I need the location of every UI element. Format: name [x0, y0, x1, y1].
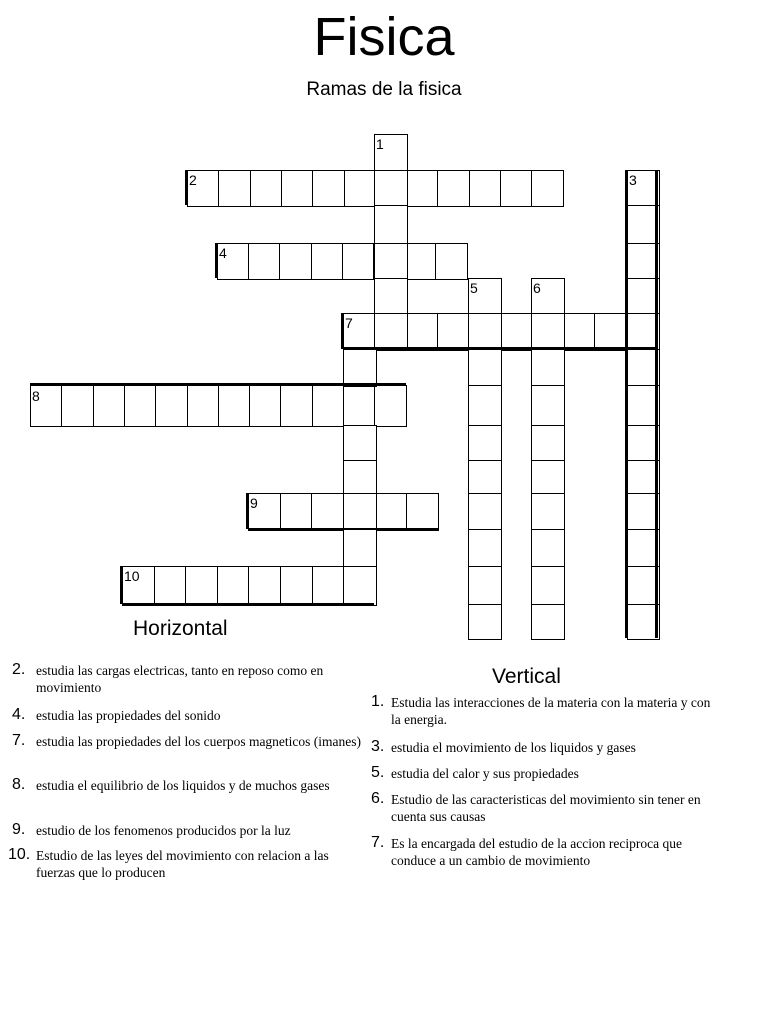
crossword-cell[interactable]	[594, 313, 627, 351]
grid-divider	[185, 170, 188, 205]
crossword-cell[interactable]	[312, 385, 345, 427]
crossword-cell[interactable]	[250, 170, 283, 207]
clue-text: estudia el equilibrio de los liquidos y de muchos gases	[36, 778, 330, 793]
horizontal-clue	[12, 733, 364, 750]
crossword-cell[interactable]	[124, 385, 157, 427]
grid-number: 10	[124, 568, 140, 584]
crossword-cell[interactable]	[531, 170, 564, 207]
crossword-cell[interactable]	[469, 170, 502, 207]
grid-divider	[246, 493, 249, 529]
grid-number: 2	[189, 172, 197, 188]
crossword-cell[interactable]	[468, 425, 502, 462]
crossword-cell[interactable]	[468, 566, 502, 606]
grid-number: 9	[250, 495, 258, 511]
crossword-cell[interactable]	[468, 604, 502, 640]
crossword-cell[interactable]	[155, 385, 188, 427]
crossword-cell[interactable]	[187, 385, 220, 427]
clue-number: 10.	[8, 846, 31, 863]
clue-number: 8.	[12, 776, 26, 793]
crossword-cell[interactable]	[404, 243, 437, 280]
crossword-cell[interactable]	[406, 313, 439, 351]
clue-number: 4.	[12, 706, 26, 723]
crossword-cell[interactable]	[343, 425, 377, 462]
crossword-cell[interactable]	[374, 493, 407, 531]
crossword-cell[interactable]	[343, 385, 376, 427]
crossword-cell[interactable]	[280, 385, 313, 427]
clue-text: estudia el movimiento de los liquidos y gases	[391, 740, 636, 755]
crossword-cell[interactable]	[218, 170, 251, 207]
clue-number: 7.	[371, 834, 385, 851]
grid-divider	[655, 170, 658, 638]
crossword-cell[interactable]	[280, 566, 313, 606]
crossword-cell[interactable]	[342, 243, 375, 280]
crossword-cell[interactable]	[374, 385, 407, 427]
crossword-cell[interactable]	[344, 170, 377, 207]
crossword-cell[interactable]	[468, 349, 502, 387]
grid-divider	[215, 243, 218, 278]
grid-number: 4	[219, 245, 227, 261]
clue-text: Es la encargada del estudio de la accion reciproca que conduce a un cambio de movimiento	[391, 836, 682, 868]
crossword-cell[interactable]	[531, 493, 565, 531]
crossword-cell[interactable]	[531, 566, 565, 606]
crossword-cell[interactable]	[531, 385, 565, 427]
page-title: Fisica	[313, 7, 455, 67]
crossword-cell[interactable]	[435, 243, 468, 280]
grid-divider	[341, 313, 344, 349]
crossword-cell[interactable]	[500, 313, 533, 351]
crossword-cell[interactable]	[311, 243, 344, 280]
clue-number: 2.	[12, 661, 26, 678]
crossword-cell[interactable]	[531, 425, 565, 462]
crossword-cell[interactable]	[281, 170, 314, 207]
crossword-cell[interactable]	[468, 529, 502, 568]
crossword-cell[interactable]	[531, 313, 565, 351]
crossword-cell[interactable]	[249, 385, 282, 427]
crossword-cell[interactable]	[374, 170, 408, 207]
crossword-cell[interactable]	[406, 493, 439, 531]
clue-number: 6.	[371, 790, 385, 807]
clue-number: 3.	[371, 738, 385, 755]
crossword-cell[interactable]	[468, 493, 502, 531]
clue-text: estudia las propiedades del sonido	[36, 708, 221, 723]
grid-divider	[343, 347, 658, 350]
crossword-cell[interactable]	[468, 385, 502, 427]
grid-divider	[120, 566, 123, 604]
crossword-cell[interactable]	[374, 278, 408, 315]
crossword-cell[interactable]	[248, 243, 281, 280]
crossword-cell[interactable]	[218, 385, 251, 427]
grid-divider	[248, 528, 438, 530]
page-subtitle: Ramas de la fisica	[306, 79, 462, 100]
crossword-cell[interactable]	[312, 170, 345, 207]
crossword-cell[interactable]	[93, 385, 126, 427]
grid-number: 6	[533, 280, 541, 296]
clue-number: 7.	[12, 732, 26, 749]
vertical-heading: Vertical	[492, 665, 561, 688]
clue-text: estudia las cargas electricas, tanto en reposo como en movimiento	[36, 663, 324, 695]
crossword-cell[interactable]	[185, 566, 218, 606]
crossword-cell[interactable]	[248, 566, 281, 606]
clue-text: estudio de los fenomenos producidos por la luz	[36, 823, 291, 838]
vertical-clue	[371, 765, 723, 782]
crossword-cell[interactable]	[468, 313, 502, 351]
vertical-clue	[371, 791, 723, 825]
crossword-cell[interactable]	[312, 566, 345, 606]
clue-number: 5.	[371, 764, 385, 781]
crossword-cell[interactable]	[500, 170, 533, 207]
crossword-cell[interactable]	[374, 205, 408, 245]
crossword-cell[interactable]	[437, 170, 470, 207]
crossword-cell[interactable]	[374, 243, 408, 280]
crossword-cell[interactable]	[531, 349, 565, 387]
grid-number: 3	[629, 172, 637, 188]
clue-number: 9.	[12, 821, 26, 838]
vertical-clue	[371, 739, 723, 756]
crossword-cell[interactable]	[61, 385, 94, 427]
crossword-cell[interactable]	[406, 170, 439, 207]
horizontal-heading: Horizontal	[133, 617, 228, 640]
grid-number: 1	[376, 136, 384, 152]
grid-divider	[122, 603, 374, 605]
clue-text: Estudio de las leyes del movimiento con relacion a las fuerzas que lo producen	[36, 848, 329, 880]
grid-number: 5	[470, 280, 478, 296]
grid-divider	[30, 383, 406, 386]
crossword-cell[interactable]	[468, 460, 502, 495]
crossword-cell[interactable]	[343, 460, 377, 495]
crossword-cell[interactable]	[343, 349, 377, 387]
clue-text: Estudio de las caracteristicas del movimiento sin tener en cuenta sus causas	[391, 792, 701, 824]
crossword-cell[interactable]	[374, 313, 408, 351]
crossword-cell[interactable]	[279, 243, 312, 280]
crossword-cell[interactable]	[531, 604, 565, 640]
vertical-clue	[371, 694, 723, 728]
clue-text: estudia del calor y sus propiedades	[391, 766, 579, 781]
crossword-cell[interactable]	[343, 566, 377, 606]
crossword-cell[interactable]	[531, 460, 565, 495]
vertical-clue	[371, 835, 723, 869]
crossword-cell[interactable]	[343, 493, 377, 531]
horizontal-clue	[12, 822, 364, 839]
crossword-cell[interactable]	[563, 313, 596, 351]
crossword-cell[interactable]	[217, 566, 250, 606]
horizontal-clue	[12, 707, 364, 724]
horizontal-clue	[8, 847, 364, 881]
crossword-cell[interactable]	[154, 566, 187, 606]
crossword-cell[interactable]	[531, 529, 565, 568]
grid-number: 8	[32, 388, 40, 404]
horizontal-clue	[12, 662, 364, 696]
grid-divider	[625, 170, 628, 638]
crossword-cell[interactable]	[311, 493, 344, 531]
clue-number: 1.	[371, 693, 385, 710]
crossword-cell[interactable]	[437, 313, 470, 351]
grid-number: 7	[345, 315, 353, 331]
clue-text: estudia las propiedades del los cuerpos magneticos (imanes)	[36, 734, 362, 749]
clue-text: Estudia las interacciones de la materia con la materia y con la energia.	[391, 695, 711, 727]
horizontal-clue	[12, 777, 382, 794]
crossword-cell[interactable]	[280, 493, 313, 531]
crossword-cell[interactable]	[343, 529, 377, 568]
